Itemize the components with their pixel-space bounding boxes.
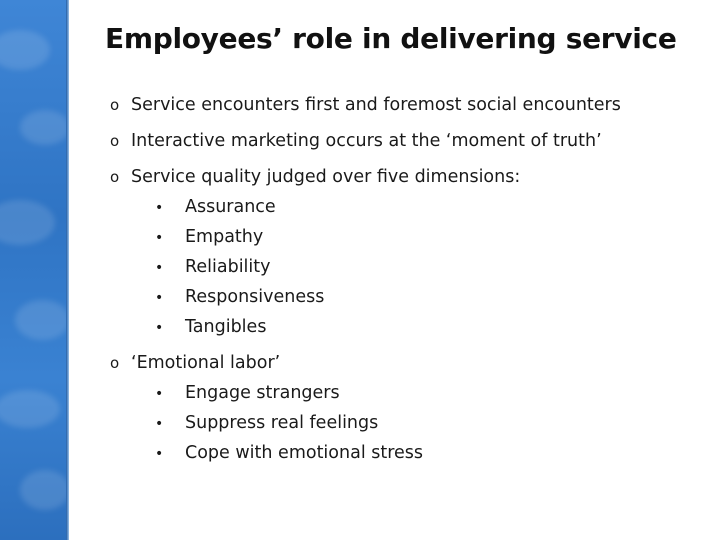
sub-bullet-marker: •: [155, 260, 164, 276]
bullet-item: [110, 353, 280, 373]
sub-bullet-text: Reliability: [185, 257, 271, 277]
sub-bullet-text: Responsiveness: [185, 287, 325, 307]
bullet-marker: o: [110, 168, 120, 186]
bullet-item: [110, 167, 520, 187]
sub-bullet-marker: •: [155, 320, 164, 336]
sub-bullet-marker: •: [155, 446, 164, 462]
sub-bullet-marker: •: [155, 200, 164, 216]
bullet-item: [110, 131, 602, 151]
sub-bullet-item: [155, 383, 340, 403]
sub-bullet-text: Engage strangers: [185, 383, 340, 403]
decorative-side-band: [0, 0, 66, 540]
sub-bullet-text: Cope with emotional stress: [185, 443, 424, 463]
bullet-marker: o: [110, 96, 120, 114]
sub-bullet-item: [155, 317, 266, 337]
bullet-marker: o: [110, 354, 120, 372]
bullet-item: [110, 95, 621, 115]
sub-bullet-marker: •: [155, 416, 164, 432]
bullet-text: Interactive marketing occurs at the ‘moment of truth’: [131, 131, 602, 151]
bullet-text: Service encounters first and foremost social encounters: [131, 95, 621, 115]
sub-bullet-item: [155, 443, 423, 463]
bullet-marker: o: [110, 132, 120, 150]
sub-bullet-item: [155, 197, 276, 217]
bullet-text: Service quality judged over five dimensions:: [131, 167, 521, 187]
sub-bullet-marker: •: [155, 386, 164, 402]
sub-bullet-item: [155, 287, 324, 307]
sub-bullet-marker: •: [155, 290, 164, 306]
sub-bullet-text: Empathy: [185, 227, 264, 247]
sub-bullet-text: Assurance: [185, 197, 276, 217]
bullet-text: ‘Emotional labor’: [131, 353, 281, 373]
sub-bullet-marker: •: [155, 230, 164, 246]
sub-bullet-text: Tangibles: [185, 317, 267, 337]
sub-bullet-item: [155, 413, 378, 433]
side-band-edge: [66, 0, 69, 540]
sub-bullet-item: [155, 257, 271, 277]
sub-bullet-text: Suppress real feelings: [185, 413, 379, 433]
slide-title: Employees’ role in delivering service: [105, 22, 677, 55]
sub-bullet-item: [155, 227, 263, 247]
